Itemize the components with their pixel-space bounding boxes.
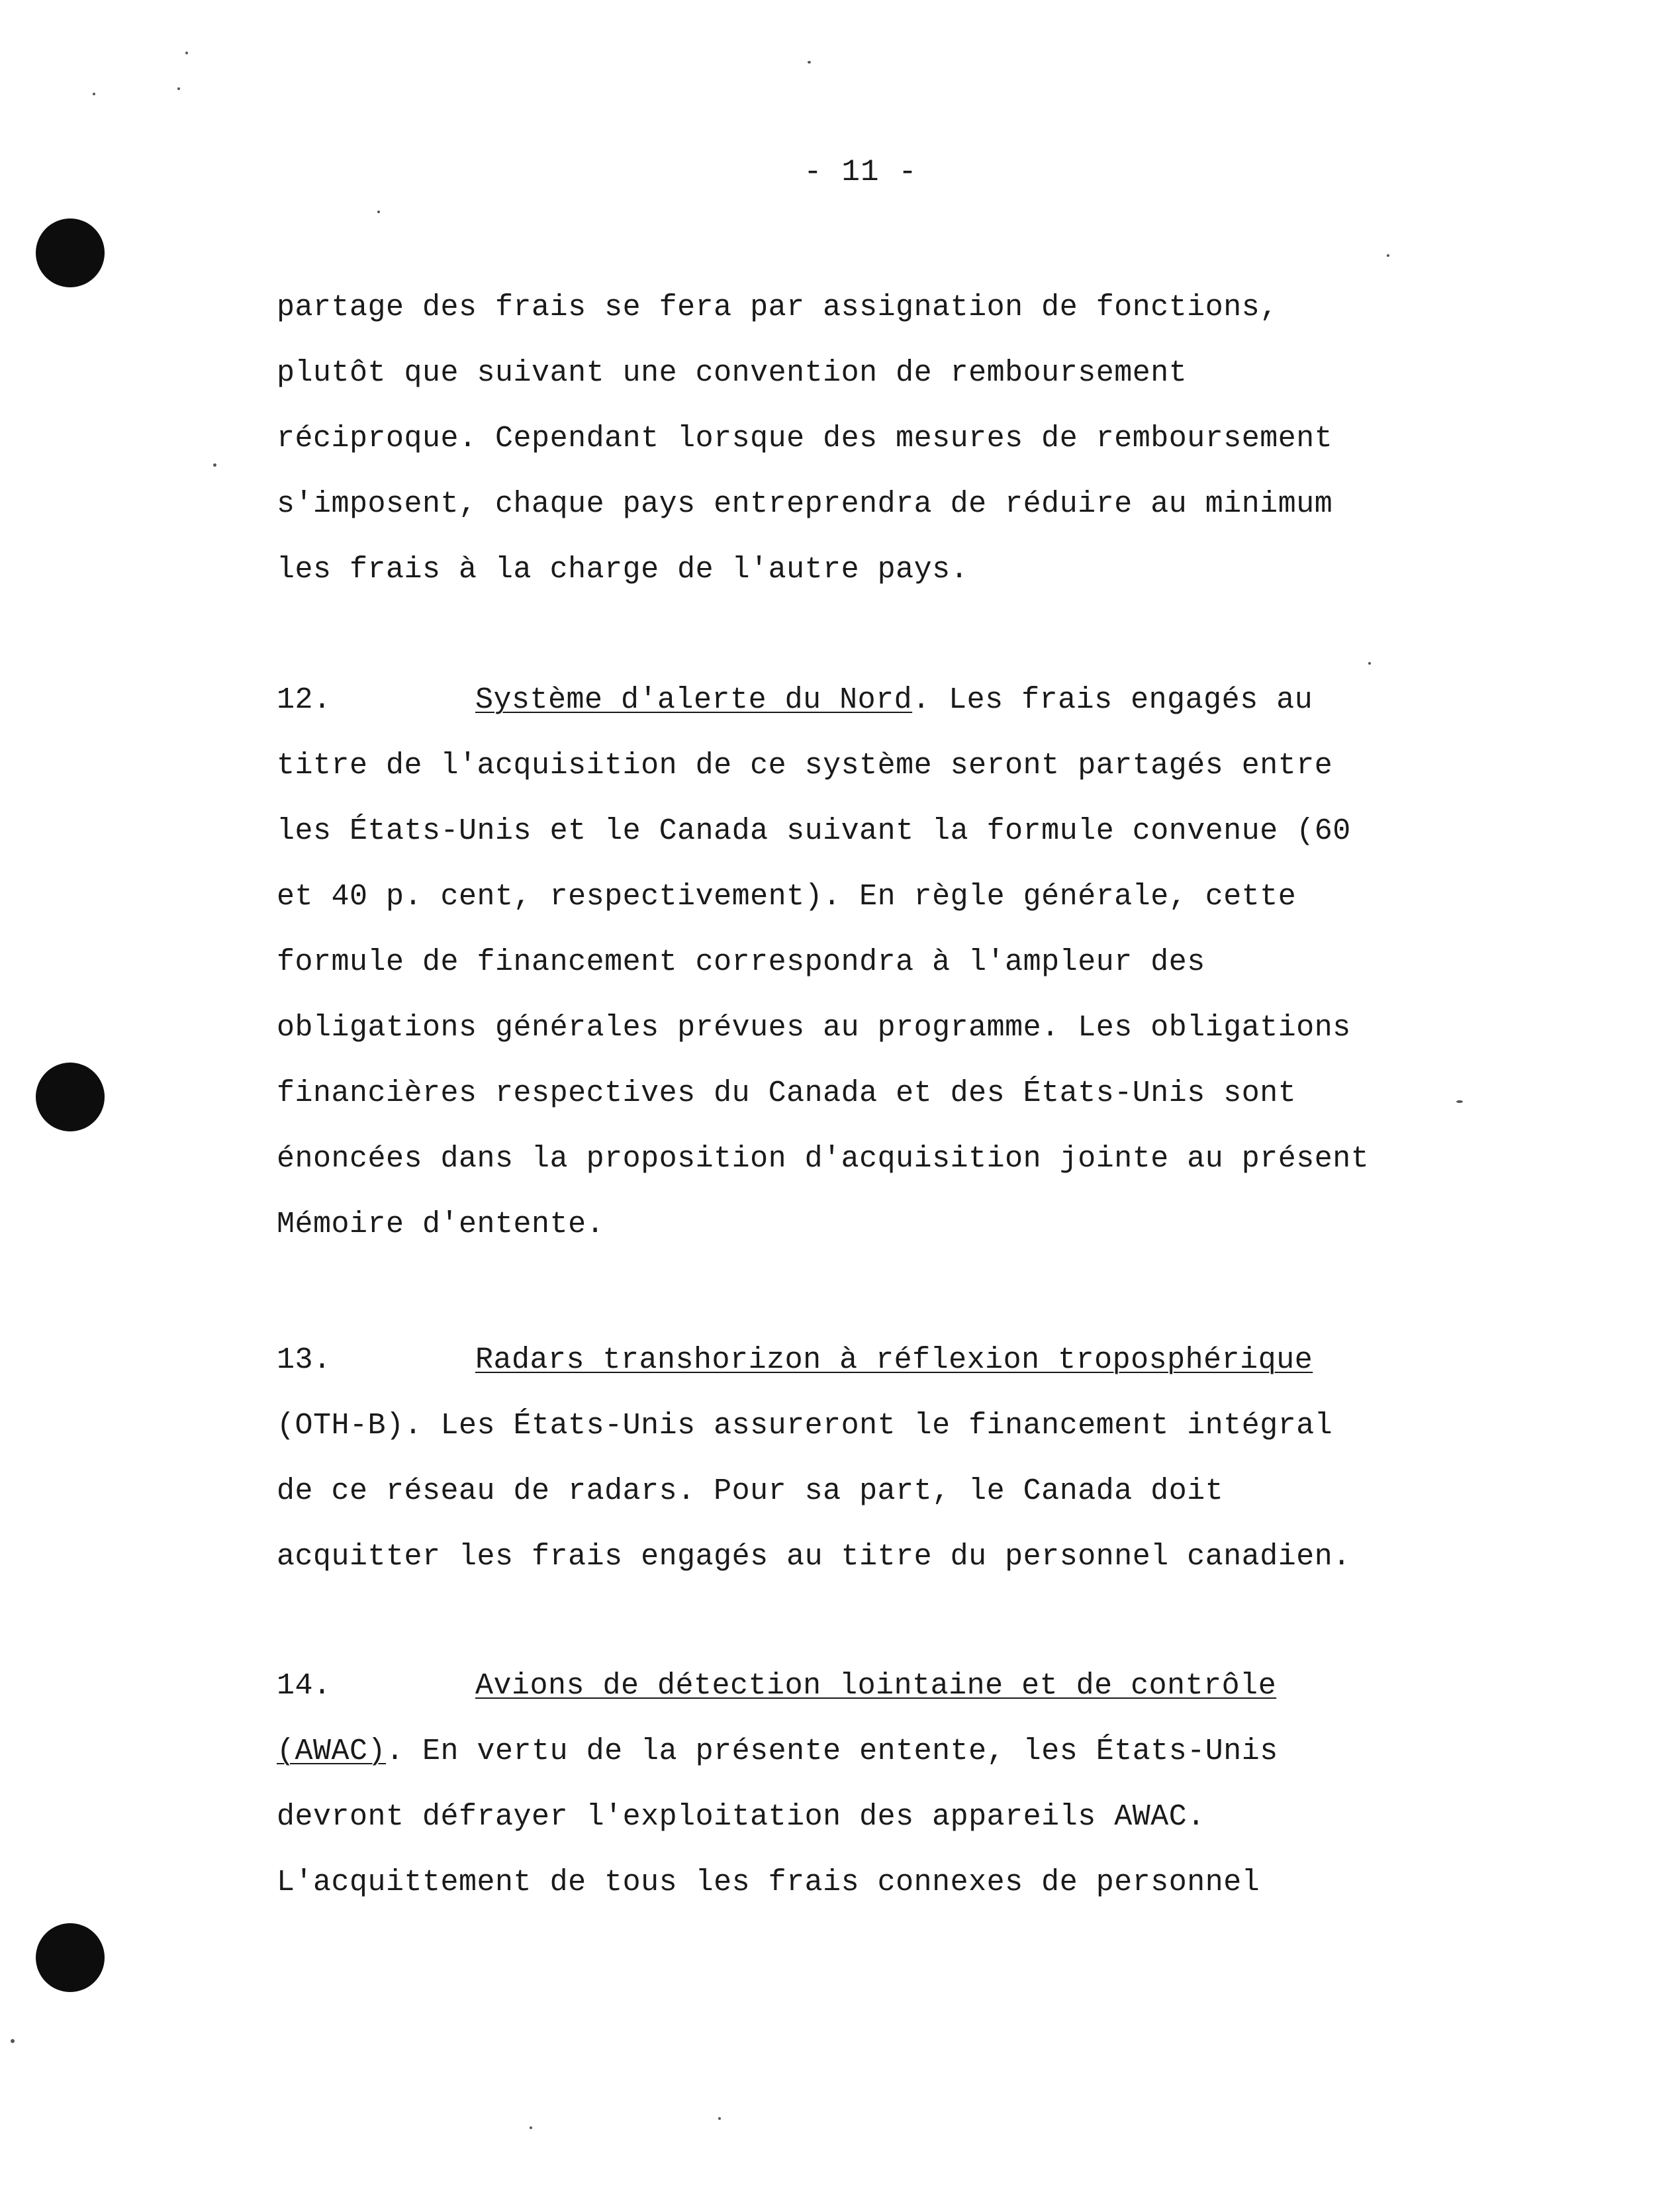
text-fragment: . Les frais engagés au [912,683,1313,717]
text-line: de ce réseau de radars. Pour sa part, le Canada doit [277,1474,1224,1508]
section-title: Avions de détection lointaine et de contrôle [475,1669,1277,1703]
text-line: partage des frais se fera par assignation de fonctions, [277,291,1278,324]
section-title-continued: (OTH-B) [277,1409,404,1443]
scan-speck [185,52,188,54]
section-heading-line [277,667,1468,733]
text-line: Mémoire d'entente. [277,1208,605,1241]
text-line: formule de financement correspondra à l'ampleur des [277,945,1205,979]
scan-speck [1387,254,1389,257]
section-number: 14. [277,1669,332,1703]
scan-speck [377,211,380,213]
section-title-continued: (AWAC) [277,1735,387,1768]
text-line: les États-Unis et le Canada suivant la formule convenue (60 [277,814,1351,848]
text-line: s'imposent, chaque pays entreprendra de réduire au minimum [277,487,1333,521]
scan-speck [11,2039,15,2043]
section-title: Système d'alerte du Nord [475,683,913,717]
text-fragment: . En vertu de la présente entente, les États-Unis [386,1735,1278,1768]
section-14 [277,1653,1468,1915]
section-number: 13. [277,1343,332,1377]
text-line: financières respectives du Canada et des États-Unis sont [277,1076,1297,1110]
punch-hole-bottom [36,1923,105,1992]
scan-speck [177,87,180,90]
text-line: réciproque. Cependant lorsque des mesures de remboursement [277,422,1333,455]
scan-speck [93,93,95,95]
text-line: acquitter les frais engagés au titre du personnel canadien. [277,1540,1351,1574]
scan-speck [213,463,216,467]
section-heading-line [277,1393,1468,1458]
paragraph-intro [277,275,1468,602]
text-line: et 40 p. cent, respectivement). En règle générale, cette [277,880,1297,914]
text-line: devront défrayer l'exploitation des appareils AWAC. [277,1800,1205,1834]
page-number: - 11 - [804,155,917,189]
text-line: énoncées dans la proposition d'acquisition jointe au présent [277,1142,1370,1176]
scan-speck [718,2117,721,2120]
scan-speck [1368,662,1371,665]
section-title: Radars transhorizon à réflexion troposphérique [475,1343,1313,1377]
text-line: titre de l'acquisition de ce système seront partagés entre [277,749,1333,783]
scan-speck [808,61,811,64]
section-heading-line [277,1719,1468,1784]
text-line: les frais à la charge de l'autre pays. [277,553,969,587]
section-13 [277,1327,1468,1590]
text-line: plutôt que suivant une convention de remboursement [277,356,1188,390]
punch-hole-middle [36,1063,105,1131]
section-number: 12. [277,683,332,717]
section-12 [277,667,1468,1257]
text-line: L'acquittement de tous les frais connexes de personnel [277,1866,1260,1899]
text-fragment: . Les États-Unis assureront le financement intégral [404,1409,1333,1443]
scan-speck [530,2126,532,2129]
section-heading-line [277,1327,1468,1393]
text-line: obligations générales prévues au programme. Les obligations [277,1011,1351,1045]
punch-hole-top [36,218,105,287]
section-heading-line [277,1653,1468,1719]
